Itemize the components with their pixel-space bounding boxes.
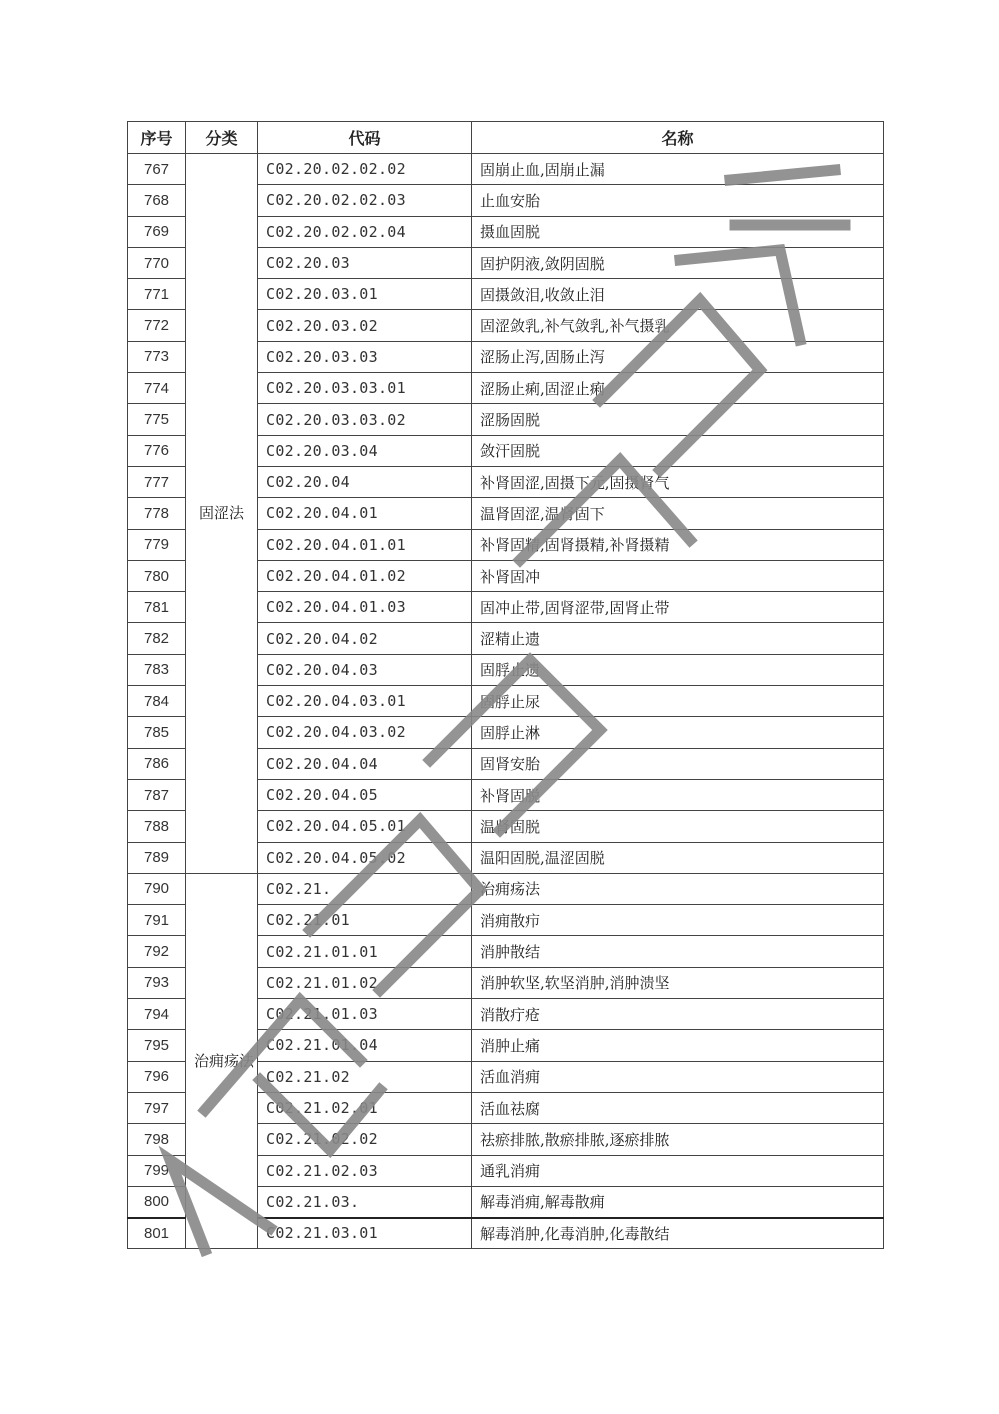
row-name: 固崩止血,固崩止漏 bbox=[472, 154, 884, 185]
row-category: 治痈疡法 bbox=[186, 873, 258, 1249]
row-seq: 795 bbox=[128, 1030, 186, 1061]
table-header-row bbox=[128, 122, 884, 154]
row-seq: 798 bbox=[128, 1124, 186, 1155]
row-seq: 782 bbox=[128, 623, 186, 654]
row-code: C02.21.03.01 bbox=[258, 1218, 472, 1249]
row-name: 敛汗固脱 bbox=[472, 435, 884, 466]
row-seq: 767 bbox=[128, 154, 186, 185]
row-seq: 785 bbox=[128, 717, 186, 748]
row-code: C02.20.02.02.04 bbox=[258, 216, 472, 247]
row-code: C02.21.01.01 bbox=[258, 936, 472, 967]
row-name: 活血消痈 bbox=[472, 1061, 884, 1092]
row-name: 固摄敛泪,收敛止泪 bbox=[472, 279, 884, 310]
row-name: 温阳固脱,温涩固脱 bbox=[472, 842, 884, 873]
row-name: 治痈疡法 bbox=[472, 873, 884, 904]
table-body bbox=[128, 154, 884, 1249]
header-category: 分类 bbox=[186, 122, 258, 154]
row-name: 补肾固涩,固摄下元,固摄肾气 bbox=[472, 466, 884, 497]
row-code: C02.20.03 bbox=[258, 247, 472, 278]
row-name: 固涩敛乳,补气敛乳,补气摄乳 bbox=[472, 310, 884, 341]
row-code: C02.21.02.01 bbox=[258, 1092, 472, 1123]
row-code: C02.20.04.05 bbox=[258, 779, 472, 810]
row-name: 固冲止带,固肾涩带,固肾止带 bbox=[472, 592, 884, 623]
row-code: C02.20.04.03.01 bbox=[258, 686, 472, 717]
row-code: C02.20.03.01 bbox=[258, 279, 472, 310]
row-code: C02.20.02.02.03 bbox=[258, 185, 472, 216]
row-code: C02.20.03.03.02 bbox=[258, 404, 472, 435]
row-seq: 794 bbox=[128, 999, 186, 1030]
header-seq: 序号 bbox=[128, 122, 186, 154]
row-code: C02.20.04.03 bbox=[258, 654, 472, 685]
row-name: 固脬止淋 bbox=[472, 717, 884, 748]
row-name: 解毒消肿,化毒消肿,化毒散结 bbox=[472, 1218, 884, 1249]
row-seq: 786 bbox=[128, 748, 186, 779]
row-seq: 788 bbox=[128, 811, 186, 842]
row-seq: 773 bbox=[128, 341, 186, 372]
row-seq: 796 bbox=[128, 1061, 186, 1092]
row-seq: 797 bbox=[128, 1092, 186, 1123]
row-name: 祛瘀排脓,散瘀排脓,逐瘀排脓 bbox=[472, 1124, 884, 1155]
row-name: 固护阴液,敛阴固脱 bbox=[472, 247, 884, 278]
row-code: C02.21.02.03 bbox=[258, 1155, 472, 1186]
row-name: 温肾固脱 bbox=[472, 811, 884, 842]
row-name: 涩精止遗 bbox=[472, 623, 884, 654]
row-seq: 783 bbox=[128, 654, 186, 685]
row-seq: 801 bbox=[128, 1218, 186, 1249]
row-code: C02.21.01.04 bbox=[258, 1030, 472, 1061]
row-code: C02.20.04.05.01 bbox=[258, 811, 472, 842]
row-name: 止血安胎 bbox=[472, 185, 884, 216]
row-seq: 770 bbox=[128, 247, 186, 278]
row-seq: 789 bbox=[128, 842, 186, 873]
row-name: 消肿止痛 bbox=[472, 1030, 884, 1061]
row-code: C02.20.04.01 bbox=[258, 498, 472, 529]
row-code: C02.20.04.01.03 bbox=[258, 592, 472, 623]
row-seq: 799 bbox=[128, 1155, 186, 1186]
row-seq: 780 bbox=[128, 560, 186, 591]
row-seq: 781 bbox=[128, 592, 186, 623]
row-name: 涩肠止泻,固肠止泻 bbox=[472, 341, 884, 372]
row-category: 固涩法 bbox=[186, 154, 258, 874]
row-name: 消散疔疮 bbox=[472, 999, 884, 1030]
table-row bbox=[128, 154, 884, 185]
row-code: C02.20.02.02.02 bbox=[258, 154, 472, 185]
row-code: C02.20.03.03.01 bbox=[258, 373, 472, 404]
row-name: 消肿散结 bbox=[472, 936, 884, 967]
row-code: C02.21.02.02 bbox=[258, 1124, 472, 1155]
row-name: 活血祛腐 bbox=[472, 1092, 884, 1123]
row-seq: 779 bbox=[128, 529, 186, 560]
row-seq: 774 bbox=[128, 373, 186, 404]
row-name: 消肿软坚,软坚消肿,消肿溃坚 bbox=[472, 967, 884, 998]
row-seq: 772 bbox=[128, 310, 186, 341]
row-seq: 775 bbox=[128, 404, 186, 435]
row-name: 温肾固涩,温肾固下 bbox=[472, 498, 884, 529]
row-seq: 784 bbox=[128, 686, 186, 717]
row-name: 涩肠固脱 bbox=[472, 404, 884, 435]
row-seq: 777 bbox=[128, 466, 186, 497]
row-name: 补肾固精,固肾摄精,补肾摄精 bbox=[472, 529, 884, 560]
row-name: 摄血固脱 bbox=[472, 216, 884, 247]
row-code: C02.21. bbox=[258, 873, 472, 904]
row-seq: 791 bbox=[128, 905, 186, 936]
header-code: 代码 bbox=[258, 122, 472, 154]
row-seq: 771 bbox=[128, 279, 186, 310]
row-code: C02.21.03. bbox=[258, 1186, 472, 1217]
row-code: C02.21.01.03 bbox=[258, 999, 472, 1030]
row-name: 涩肠止痢,固涩止痢 bbox=[472, 373, 884, 404]
row-name: 固肾安胎 bbox=[472, 748, 884, 779]
row-code: C02.20.03.04 bbox=[258, 435, 472, 466]
header-name: 名称 bbox=[472, 122, 884, 154]
row-seq: 800 bbox=[128, 1186, 186, 1217]
row-code: C02.20.04.05.02 bbox=[258, 842, 472, 873]
row-name: 补肾固冲 bbox=[472, 560, 884, 591]
row-seq: 776 bbox=[128, 435, 186, 466]
row-name: 消痈散疖 bbox=[472, 905, 884, 936]
code-table bbox=[127, 121, 884, 1249]
row-code: C02.21.02 bbox=[258, 1061, 472, 1092]
row-seq: 790 bbox=[128, 873, 186, 904]
row-code: C02.20.03.02 bbox=[258, 310, 472, 341]
row-code: C02.20.04.03.02 bbox=[258, 717, 472, 748]
row-name: 解毒消痈,解毒散痈 bbox=[472, 1186, 884, 1217]
row-code: C02.20.04.01.01 bbox=[258, 529, 472, 560]
row-code: C02.20.04.04 bbox=[258, 748, 472, 779]
row-seq: 768 bbox=[128, 185, 186, 216]
row-seq: 792 bbox=[128, 936, 186, 967]
row-code: C02.20.03.03 bbox=[258, 341, 472, 372]
row-code: C02.20.04 bbox=[258, 466, 472, 497]
table-row bbox=[128, 873, 884, 904]
row-name: 固脬止尿 bbox=[472, 686, 884, 717]
row-seq: 787 bbox=[128, 779, 186, 810]
row-seq: 769 bbox=[128, 216, 186, 247]
row-code: C02.21.01.02 bbox=[258, 967, 472, 998]
row-name: 通乳消痈 bbox=[472, 1155, 884, 1186]
row-code: C02.20.04.02 bbox=[258, 623, 472, 654]
row-name: 补肾固脱 bbox=[472, 779, 884, 810]
row-seq: 793 bbox=[128, 967, 186, 998]
row-code: C02.20.04.01.02 bbox=[258, 560, 472, 591]
row-code: C02.21.01 bbox=[258, 905, 472, 936]
row-name: 固脬止遗 bbox=[472, 654, 884, 685]
row-seq: 778 bbox=[128, 498, 186, 529]
